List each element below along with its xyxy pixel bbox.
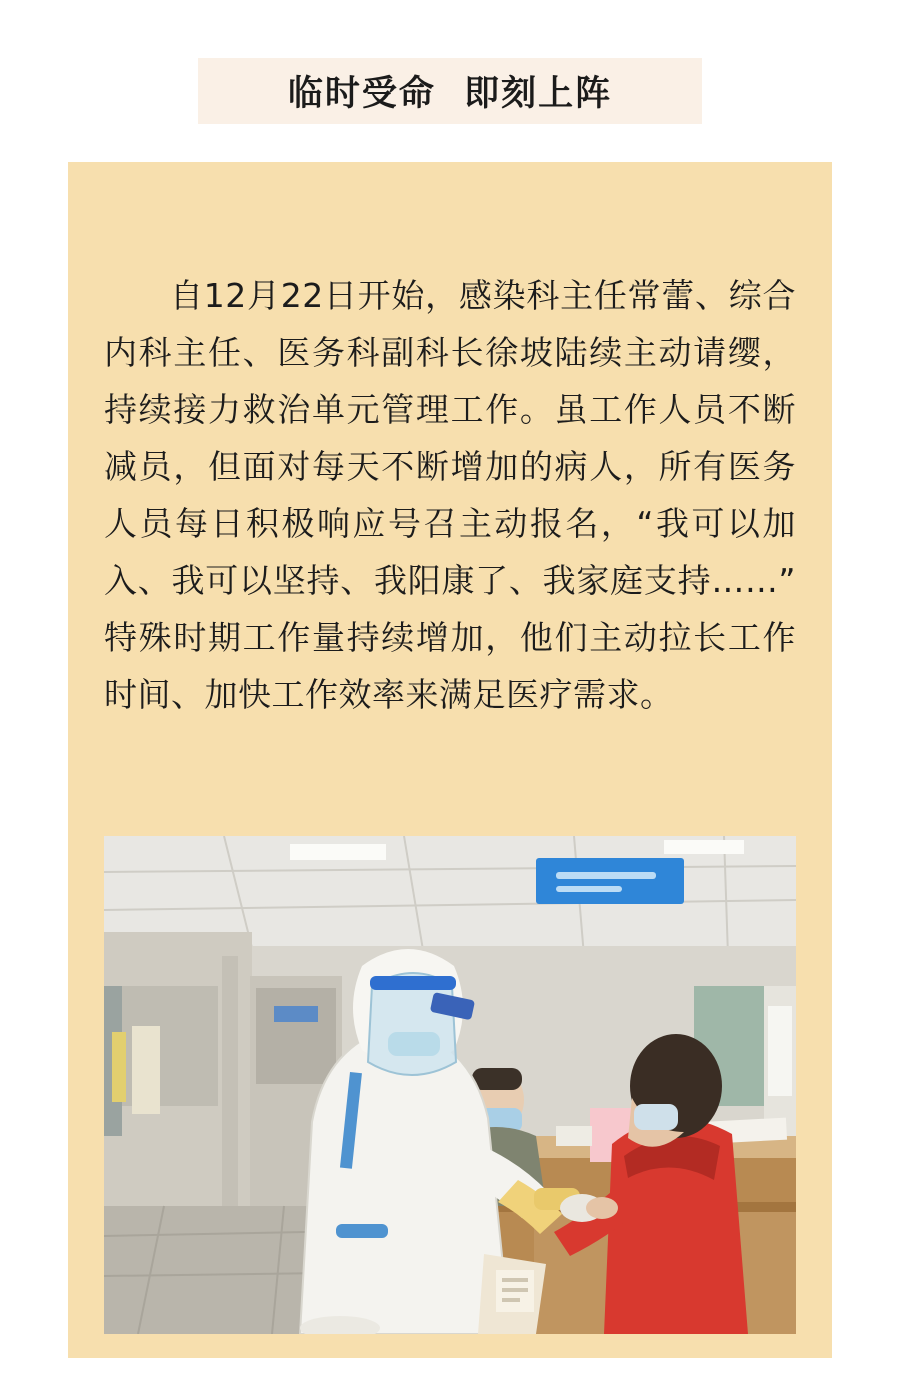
content-card: [68, 162, 832, 1358]
page-title: 临时受命 即刻上阵: [287, 74, 613, 114]
hospital-photo: [104, 836, 796, 1334]
body-paragraph: 自12月22日开始，感染科主任常蕾、综合内科主任、医务科副科长徐坡陆续主动请缨，持续接力救治单元管理工作。虽工作人员不断减员，但面对每天不断增加的病人，所有医务人员每日积极响应号召主动报名，“我可以加入、我可以坚持、我阳康了、我家庭支持……”特殊时期工作量持续增加，他们主动拉长工作时间、加快工作效率来满足医疗需求。: [104, 276, 796, 714]
title-band: [198, 58, 702, 124]
